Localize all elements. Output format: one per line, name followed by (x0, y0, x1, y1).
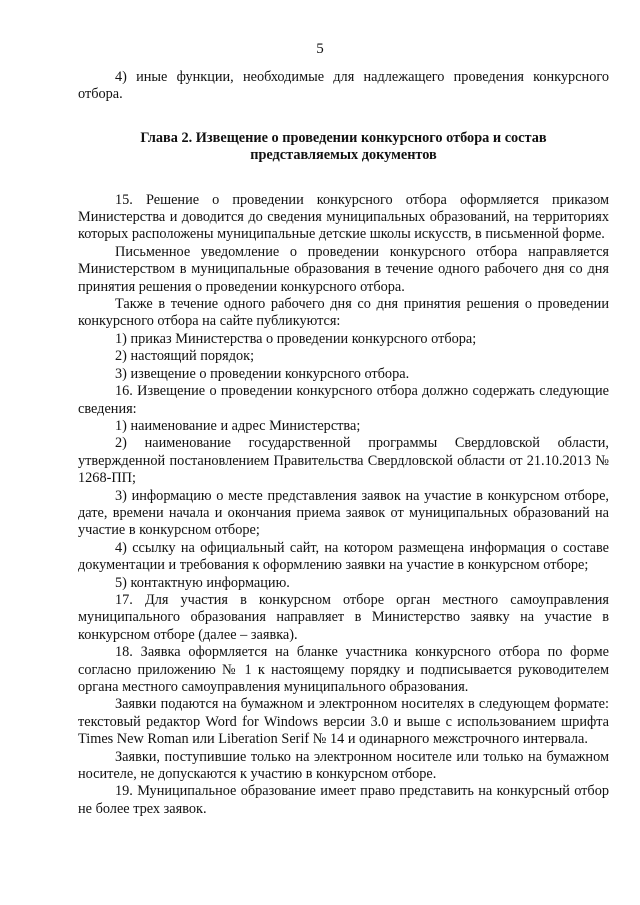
chapter-heading-line-1: Глава 2. Извещение о проведении конкурсного отбора и состав (140, 129, 547, 146)
paragraph-16: 16. Извещение о проведении конкурсного отбора должно содержать следующие сведения: (78, 383, 609, 417)
list-item: 1) приказ Министерства о проведении конкурсного отбора; (115, 330, 477, 347)
chapter-heading (78, 130, 609, 165)
list-item: 2) настоящий порядок; (115, 348, 255, 365)
list-item: 1) наименование и адрес Министерства; (115, 417, 361, 434)
paragraph-notification: Письменное уведомление о проведении конкурсного отбора направляется Министерством в муниципальные образования в течение одного рабочего дня со дня принятия решения о проведении конкурсного отбора. (78, 243, 609, 295)
paragraph-17: 17. Для участия в конкурсном отборе орган местного самоуправления муниципального образования направляет в Министерство заявку на участие в конкурсном отборе (далее – заявка). (78, 591, 609, 643)
list-item: 2) наименование государственной программы Свердловской области, утвержденной постановлением Правительства Свердловской области от 21.10.2013 № 1268-ПП; (78, 435, 609, 487)
paragraph-item-4-continuation: 4) иные функции, необходимые для надлежащего проведения конкурсного отбора. (78, 69, 609, 103)
paragraph-18: 18. Заявка оформляется на бланке участника конкурсного отбора по форме согласно приложению № 1 к настоящему порядку и подписывается руководителем органа местного самоуправления муниципального образования. (78, 644, 609, 695)
paragraph-rejection: Заявки, поступившие только на электронном носителе или только на бумажном носителе, не допускаются к участию в конкурсном отборе. (78, 748, 609, 783)
document-body (78, 69, 609, 818)
paragraph-publication: Также в течение одного рабочего дня со дня принятия решения о проведении конкурсного отбора на сайте публикуются: (78, 296, 609, 330)
list-item: 5) контактную информацию. (115, 574, 290, 591)
list-item: 4) ссылку на официальный сайт, на котором размещена информация о составе документации и требования к оформлению заявки на участие в конкурсном отборе; (78, 539, 609, 574)
paragraph-15: 15. Решение о проведении конкурсного отбора оформляется приказом Министерства и доводится до сведения муниципальных образований, на территориях которых расположены муниципальные детские школы искусств, в письменной форме. (78, 191, 609, 243)
page-number: 5 (316, 41, 324, 57)
list-item: 3) извещение о проведении конкурсного отбора. (115, 365, 410, 382)
chapter-heading-line-2: представляемых документов (250, 147, 437, 164)
paragraph-19: 19. Муниципальное образование имеет право представить на конкурсный отбор не более трех заявок. (78, 783, 609, 817)
list-item: 3) информацию о месте представления заявок на участие в конкурсном отборе, дате, времени начала и окончания приема заявок от муниципальных образований на участие в конкурсном отборе; (78, 487, 609, 539)
paragraph-format: Заявки подаются на бумажном и электронном носителях в следующем формате: текстовый редактор Word for Windows версии 3.0 и выше с использованием шрифта Times New Roman или Liberation Serif № 14 и одинарного межстрочного интервала. (78, 696, 609, 748)
